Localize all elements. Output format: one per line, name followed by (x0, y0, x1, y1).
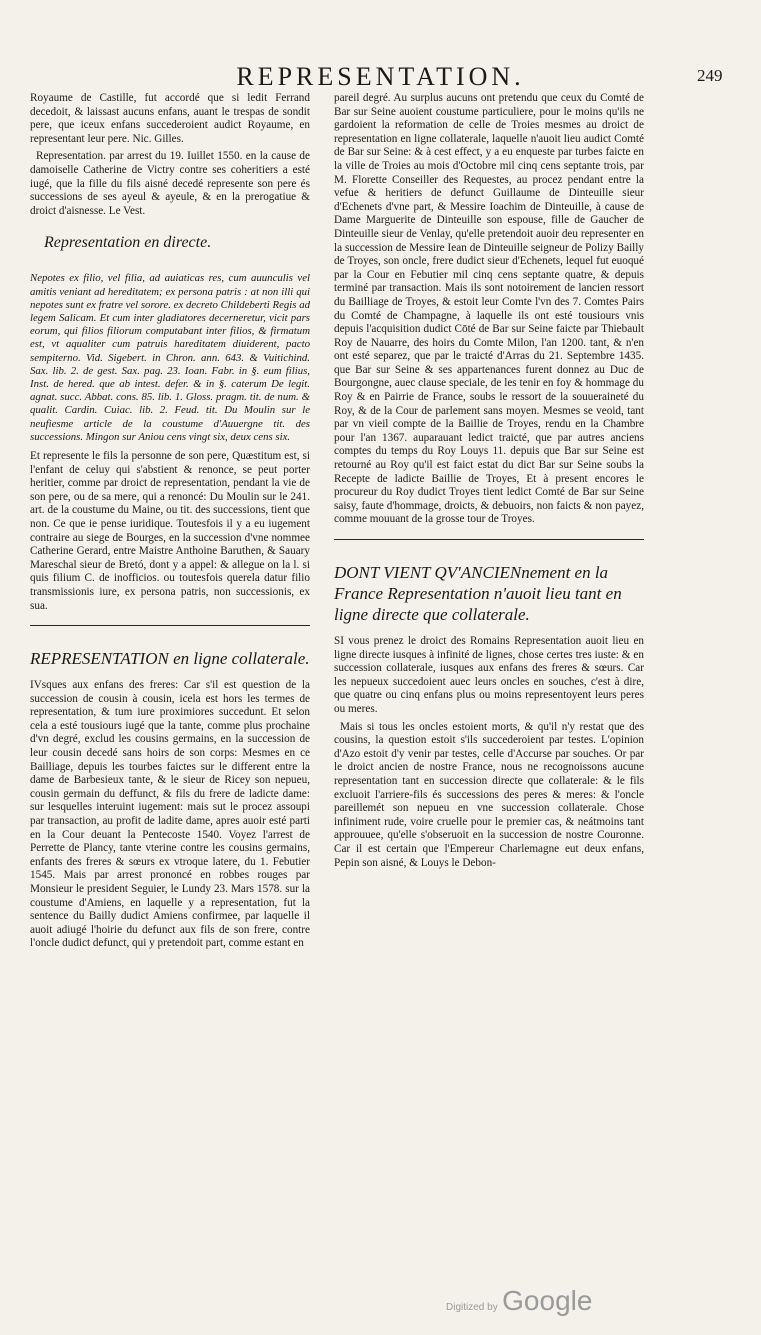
right-paragraph-1: pareil degré. Au surplus aucuns ont pretendu que ceux du Comté de Bar sur Seine auoient coustume particuliere, pour le moins qu'ils ne gardoient la reformation de celle de Troies mesmes au droict de representation en ligne collaterale, laquelle n'auoit lieu audict Comté de Bar sur Seine: & à cest effect, y a eu enqueste par turbes faicte en la ville de Troies au mois d'Octobre mil cinq cens septante trois, par M. Florette Conseiller des Requestes, au procez pendant entre la vefue & heritiers de defunct Guillaume de Dinteuille sieur d'Echenets d'vne part, & Messire Ioachim de Dinteuille, à cause de Dame Marguerite de Dinteuille son espouse, fille de Gaucher de Dinteuille sieur de Venlay, qu'elle pretendoit auoir deu representer en la succession de Messire Iean de Dinteuille seigneur de Polizy Bailly de Troyes, son oncle, frere dudict sieur d'Echenets, lequel fut euoqué par la Cour en Febutier mil cinq cens septante quatre, & depuis terminé par transaction. Mais ils sont notoirement de lancien ressort du Bailliage de Troyes, & estoit leur Comte l'vn des 7. Comtes Pairs du Comté de Champagne, à laquelle ils ont esté tousiours vnis depuis l'acquisition dudict Cōté de Bar sur Seine faicte par Thiebault Roy de Nauarre, des hoirs du Comte Milon, l'an 1200. tant, & n'en ont esté separez, que par le traicté d'Arras du 21. Septembre 1435. que Bar sur Seine & ses appartenances furent donnez au Duc de Bourgongne, auec clause speciale, de les tenir en foy & hommage du Roy & en Pairrie de France, soubs le ressort de la souueraineté du Roy, & de la Cour de parlement sans moyen. Mesmes se veoid, tant par vn vieil compte de la Baillie de Troyes, rendu en la Chambre pour l'an 1367. auparauant ledict traicté, que par autres anciens comptes du temps du Roy Louys 11. depuis que Bar sur Seine est retourné au Roy qu'il est faict estat du dict Bar sur Seine soubs la Recepte de ladicte Baillie de Troyes, Et à present encores le procureur du Roy dudict Troyes tient ledict Comté de Bar sur Seine saisy, faute d'hommage, droicts, & debuoirs, non faicts & non payez, comme mouuant de la grosse tour de Troyes. (334, 92, 644, 526)
left-column (30, 92, 310, 955)
digitized-prefix: Digitized by (446, 1302, 498, 1313)
left-paragraph-1: Royaume de Castille, fut accordé que si ledit Ferrand decedoit, & laissast aucuns enfans, auant le trespas de sondit pere, que iceux enfans succederoient audict Royaume, en representant leur pere. Nic. Gilles. (30, 92, 310, 145)
left-paragraph-4: IVsques aux enfans des freres: Car s'il est question de la succession de cousin à cousin, icela est hors les termes de representation, & tum iure proximiores succedunt. Et selon cela a esté tousiours iugé que la tante, comme plus prochaine d'vn degré, exclud les cousins germains, en la succession de leur cousin decedé sans hoirs de son corps: Mesmes en ce Bailliage, depuis les tourbes faictes sur le different entre la dame de Barbesieux tante, & le sieur de Ricey son nepueu, cousin germain du deffunct, & fils du frere de ladicte dame: sur lesquelles interuint iugement: mais sut le procez assoupi par transaction, au profit de ladite dame, apres auoir esté parti en la Cour deuant la Pentecoste 1540. Voyez l'arrest de Perrette de Plancy, tante vterine contre les cousins germains, enfants des freres & sœurs ex vtroque latere, du 1. Febutier 1545. Mais par arrest prononcé en robbes rouges par Monsieur le president Seguier, le Lundy 23. Mars 1578. sur la coustume d'Amiens, en laquelle y a representation, fut la sentence du Bailly dudict Amiens confirmee, par laquelle il auoit adiugé l'hoirie du defunct aux fils de son frere, contre l'oncle dudict defunct, qui y pretendoit part, comme estant en (30, 679, 310, 950)
page-title: REPRESENTATION. (236, 62, 525, 91)
divider (334, 539, 644, 540)
left-paragraph-3: Et represente le fils la personne de son pere, Quæstitum est, si l'enfant de celuy qui s'abstient & renonce, se peut porter heritier, comme par droict de representation, pendant la vie de son pere, ou de sa mere, qui a renoncé: Du Moulin sur le 241. art. de la coustume du Maine, ou tit. des successions, tient que non. Ce que ie pense iuridique. Toutesfois il y a eu iugement contraire au siege de Bourges, en la succession d'vne nommee Catherine Gerard, entre Maistre Anthoine Baruthen, & Sauary Mareschal sieur de Bretó, dont y a appel: & allegue on la l. si quis filium C. de inofficios. ou toutesfois querela datur filio transmissionis iure, ex persona patris, non successionis, ex sua. (30, 449, 310, 612)
section-title-ancien: DONT VIENT QV'ANCIENnement en la France Representation n'auoit lieu tant en ligne directe que collaterale. (334, 563, 622, 624)
latin-quotation: Nepotes ex filio, vel filia, ad auiaticas res, cum auunculis vel amitis veniant ad hereditatem; ex persona patris : at non illi qui nepotes sunt ex fratre vel sorore. ex decreto Childeberti Regis ad legem Salicam. Et cum inter gladiatores decerneretur, vicit pars eorum, qui filios filiorum computabant inter filios, & firmatum est, vt aqualiter cum patruis hareditatem diuiderent, pacto sempiterno. Vid. Sigebert. in Chron. ann. 643. & Vuitichind. Sax. lib. 2. de gest. Sax. pag. 23. Ioan. Fabr. in §. eum filius, Inst. de hered. que ab intest. defer. & in §. caterum De legit. agnat. succ. Abbat. cons. 85. lib. 1. Gloss. pragm. tit. de num. & qualit. Cardin. Cuiac. lib. 2. Feud. tit. Du Moulin sur le neufiesme article de la coustume d'Auuergne tit. des successions. Mingon sur Aniou cens vingt six, deux cens six. (30, 272, 310, 443)
right-paragraph-3: Mais si tous les oncles estoient morts, & qu'il n'y restat que des cousins, la question estoit s'ils succederoient par testes. L'opinion d'Azo estoit d'y venir par testes, celle d'Accurse par souches. Or par le droict ancien de nostre France, nous ne recognoissons aucune representation tant en succession directe que collaterale: & le fils excluoit l'arriere-fils és successions des peres & meres: & l'oncle pareillemét son nepueu en vne succession collaterale. Chose infiniment rude, voire cruelle pour le premier cas, & neátmoins tant approuuee, qu'elle s'obseruoit en la succession de nostre Couronne. Car il est certain que l'Empereur Charlemagne eut deux enfans, Pepin son aisné, & Louys le Debon- (334, 720, 644, 869)
right-column (334, 92, 644, 874)
left-paragraph-2: Representation. par arrest du 19. Iuillet 1550. en la cause de damoiselle Catherine de Victry contre ses coheritiers a esté iugé, que la fille du fils aisné decedé represente son pere és successions de ses ayeul & ayeule, & en la prerogatiue & droict d'aisnesse. Le Vest. (30, 150, 310, 217)
section-title-directe: Representation en directe. (44, 234, 212, 252)
digitized-by-google-watermark (446, 1285, 592, 1317)
divider (30, 625, 310, 626)
google-brand: Google (502, 1285, 593, 1316)
right-paragraph-2: SI vous prenez le droict des Romains Representation auoit lieu en ligne directe iusques à infinité de lignes, chose certes tres iuste: & en succession collaterale, iusques aux enfans des freres & sœurs. Car les nepueux succedoient auec leurs oncles en souches, c'est à dire, que quatre ou cinq enfans plus ou moins representoyent leurs peres ou meres. (334, 635, 644, 715)
section-title-collaterale: REPRESENTATION en ligne collaterale. (30, 649, 310, 669)
page-number: 249 (697, 66, 723, 85)
